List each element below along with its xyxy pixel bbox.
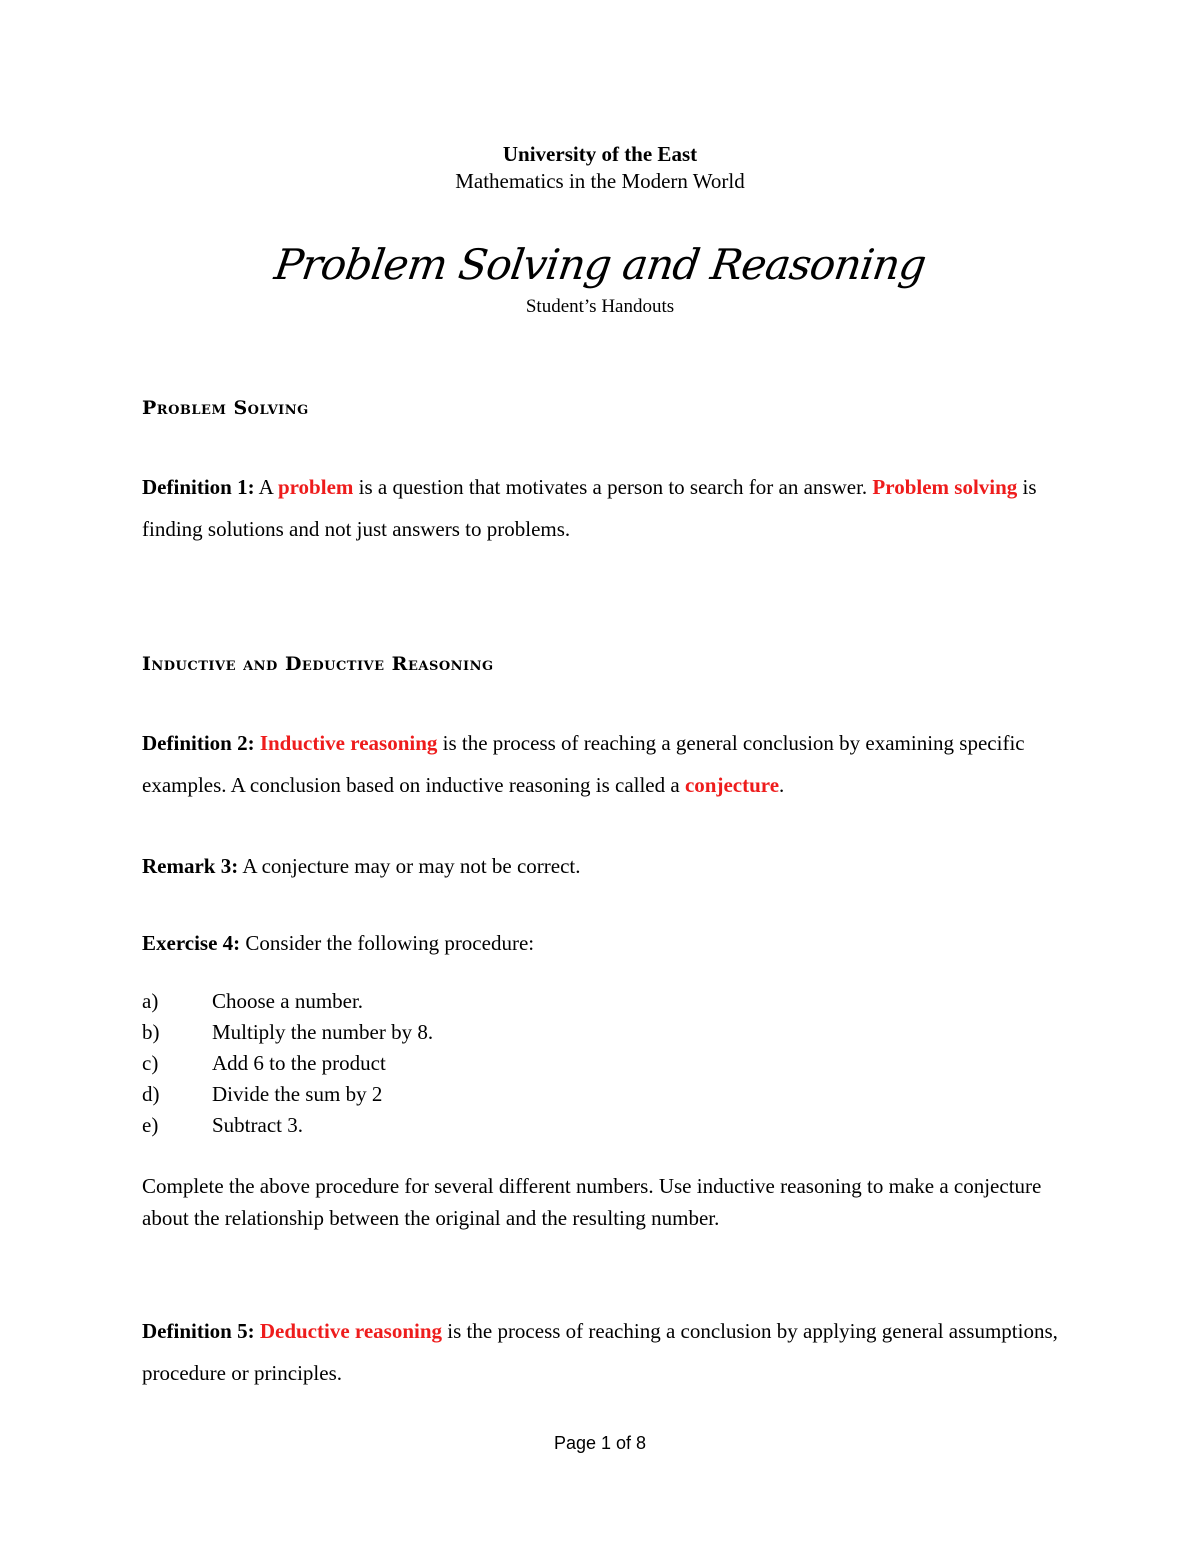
exercise-4-text: Consider the following procedure: <box>240 931 535 955</box>
definition-2-label: Definition 2: <box>142 731 255 755</box>
definition-1-text-b: is a question that motivates a person to search for an answer. <box>353 475 873 499</box>
definition-2-text-b: . <box>779 773 785 797</box>
course-name: Mathematics in the Modern World <box>455 169 745 193</box>
definition-1-text-a: A <box>254 475 278 499</box>
list-item-text: Add 6 to the product <box>212 1051 386 1075</box>
section-heading-reasoning: Inductive and Deductive Reasoning <box>142 653 494 675</box>
term-problem: problem <box>277 475 354 499</box>
list-item <box>142 1110 433 1141</box>
procedure-list <box>142 986 433 1141</box>
term-deductive-reasoning: Deductive reasoning <box>259 1319 443 1343</box>
page-number: Page 1 of 8 <box>553 1433 647 1453</box>
list-item-text: Choose a number. <box>212 989 364 1013</box>
list-marker: a) <box>142 989 159 1013</box>
list-marker: c) <box>142 1051 159 1075</box>
definition-2-text-a: is the process of reaching a general conclusion by examining specific examples. A conclusion based on inductive reasoning is called a <box>142 731 1025 797</box>
list-item <box>142 1017 433 1048</box>
definition-5-text: is the process of reaching a conclusion by applying general assumptions, procedure or principles. <box>142 1319 1058 1385</box>
list-item-text: Divide the sum by 2 <box>212 1082 383 1106</box>
section-heading-problem-solving: Problem Solving <box>142 397 309 419</box>
handout-title: Problem Solving and Reasoning <box>271 240 929 289</box>
remark-3-text: A conjecture may or may not be correct. <box>238 854 581 878</box>
list-item-text: Multiply the number by 8. <box>212 1020 434 1044</box>
handout-subtitle: Student’s Handouts <box>525 296 675 317</box>
term-conjecture: conjecture <box>684 773 780 797</box>
term-problem-solving: Problem solving <box>872 475 1018 499</box>
definition-2 <box>142 722 1062 806</box>
definition-5-label: Definition 5: <box>142 1319 255 1343</box>
definition-1 <box>142 466 1062 550</box>
definition-1-text-c: is finding solutions and not just answers to problems. <box>142 475 1037 541</box>
definition-1-label: Definition 1: <box>142 475 255 499</box>
list-item <box>142 1079 433 1110</box>
list-item <box>142 986 433 1017</box>
list-marker: d) <box>142 1082 160 1106</box>
list-item <box>142 1048 433 1079</box>
exercise-4-label: Exercise 4: <box>142 931 241 955</box>
list-marker: e) <box>142 1113 159 1137</box>
remark-3 <box>142 850 1062 882</box>
exercise-4 <box>142 927 1062 959</box>
definition-5 <box>142 1310 1062 1394</box>
institution-name: University of the East <box>502 142 698 166</box>
list-item-text: Subtract 3. <box>212 1113 303 1137</box>
list-marker: b) <box>142 1020 160 1044</box>
term-inductive-reasoning: Inductive reasoning <box>259 731 438 755</box>
remark-3-label: Remark 3: <box>142 854 239 878</box>
exercise-4-followup: Complete the above procedure for several different numbers. Use inductive reasoning to make a conjecture about the relationship between the original and the resulting number. <box>142 1174 1042 1230</box>
